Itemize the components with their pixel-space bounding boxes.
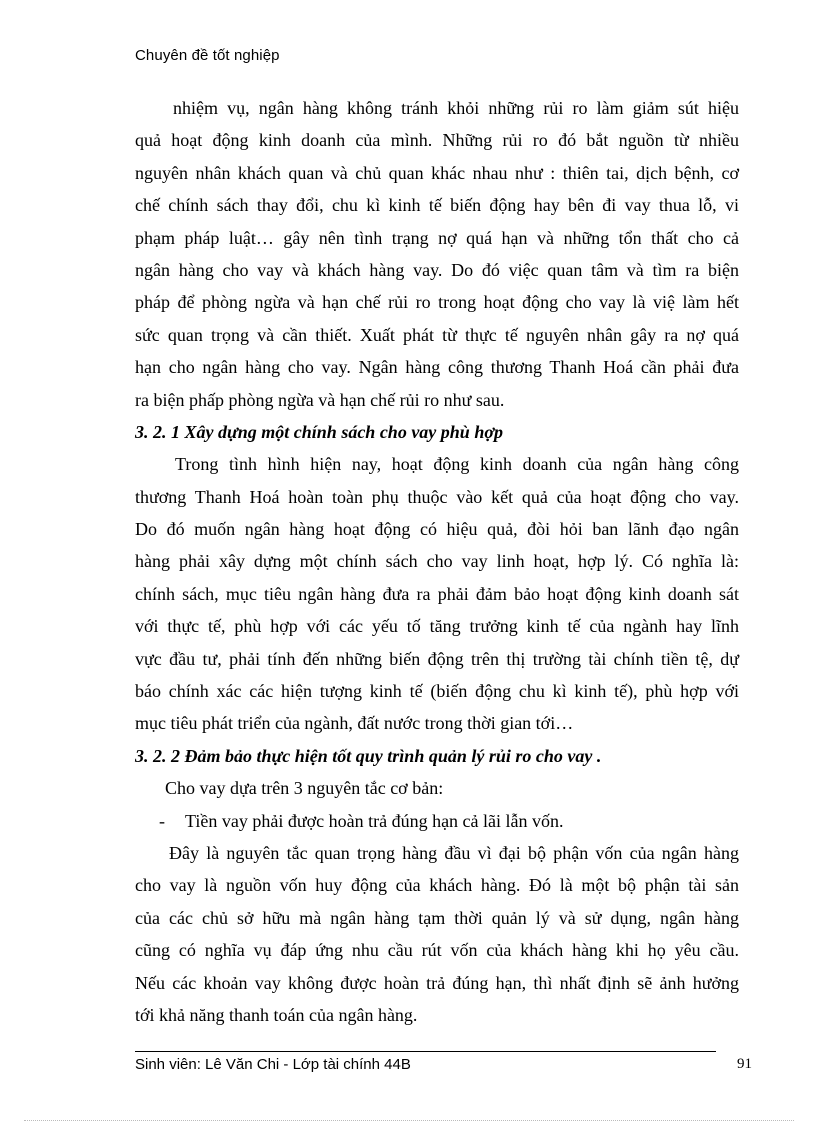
paragraph-line: của các chủ sở hữu mà ngân hàng tạm thời quản lý và sử dụng, ngân hàng [135, 907, 739, 928]
page-header: Chuyên đề tốt nghiệp [135, 47, 280, 64]
paragraph-line: pháp để phòng ngừa và hạn chế rủi ro trong hoạt động cho vay là việ làm hết [135, 292, 739, 313]
section-heading-3-2-1: 3. 2. 1 Xây dựng một chính sách cho vay phù hợp [135, 421, 503, 442]
paragraph-line: phạm pháp luật… gây nên tình trạng nợ quá hạn và những tổn thất cho cả [135, 227, 739, 248]
paragraph-line: quả hoạt động kinh doanh của mình. Những rủi ro đó bắt nguồn từ nhiều [135, 130, 739, 151]
paragraph-line: vực đầu tư, phải tính đến những biến động trên thị trường tài chính tiền tệ, dự [135, 648, 739, 669]
paragraph-line: sức quan trọng và cần thiết. Xuất phát từ thực tế nguyên nhân gây ra nợ quá [135, 324, 739, 345]
paragraph-line: Cho vay dựa trên 3 nguyên tắc cơ bản: [165, 778, 444, 799]
footer-author: Sinh viên: Lê Văn Chi - Lớp tài chính 44B [135, 1056, 411, 1073]
bullet-item [135, 805, 739, 837]
paragraph-line: Do đó muốn ngân hàng hoạt động có hiệu quả, đòi hỏi ban lãnh đạo ngân [135, 519, 739, 540]
document-body [135, 92, 739, 1031]
paragraph-line: với thực tế, phù hợp với các yếu tố tăng trưởng kinh tế của ngành hay lĩnh [135, 616, 739, 637]
paragraph-line: chế chính sách thay đổi, chu kì kinh tế biến động hay bên đi vay thua lỗ, vi [135, 195, 739, 216]
paragraph-line: nhiệm vụ, ngân hàng không tránh khỏi những rủi ro làm giảm sút hiệu [173, 98, 739, 118]
footer-divider [135, 1051, 716, 1052]
paragraph-line: mục tiêu phát triển của ngành, đất nước trong thời gian tới… [135, 713, 574, 734]
paragraph-line: Trong tình hình hiện nay, hoạt động kinh doanh của ngân hàng công [175, 454, 739, 475]
paragraph-line: tới khả năng thanh toán của ngân hàng. [135, 1004, 418, 1025]
page-number: 91 [737, 1056, 752, 1072]
paragraph-line: cũng có nghĩa vụ đáp ứng nhu cầu rút vốn của khách hàng khi họ yêu cầu. [135, 940, 739, 961]
paragraph-line: hàng phải xây dựng một chính sách cho vay linh hoạt, hợp lý. Có nghĩa là: [135, 551, 739, 572]
paragraph-line: hạn cho ngân hàng cho vay. Ngân hàng công thương Thanh Hoá cần phải đưa [135, 357, 739, 378]
bullet-dash: - [159, 810, 165, 831]
paragraph-line: báo chính xác các hiện tượng kinh tế (biến động chu kì kinh tế), phù hợp với [135, 681, 739, 702]
paragraph-line: cho vay là nguồn vốn huy động của khách hàng. Đó là một bộ phận tài sản [135, 875, 739, 896]
page-bottom-border [24, 1120, 794, 1121]
paragraph-line: nguyên nhân khách quan và chủ quan khác nhau như : thiên tai, dịch bệnh, cơ [135, 162, 739, 183]
section-heading-3-2-2: 3. 2. 2 Đảm bảo thực hiện tốt quy trình quản lý rủi ro cho vay . [135, 745, 602, 766]
paragraph-line: ngân hàng cho vay và khách hàng vay. Do đó việc quan tâm và tìm ra biện [135, 259, 739, 280]
paragraph-line: ra biện phấp phòng ngừa và hạn chế rủi ro như sau. [135, 389, 505, 410]
paragraph-line: thương Thanh Hoá hoàn toàn phụ thuộc vào kết quả của hoạt động cho vay. [135, 486, 739, 507]
paragraph-line: Đây là nguyên tắc quan trọng hàng đầu vì đại bộ phận vốn của ngân hàng [169, 842, 739, 863]
paragraph-line: chính sách, mục tiêu ngân hàng đưa ra phải đảm bảo hoạt động kinh doanh sát [135, 583, 739, 604]
paragraph-line: Nếu các khoản vay không được hoàn trả đúng hạn, thì nhất định sẽ ảnh hưởng [135, 972, 739, 993]
bullet-text: Tiền vay phải được hoàn trả đúng hạn cả lãi lẫn vốn. [185, 810, 564, 831]
